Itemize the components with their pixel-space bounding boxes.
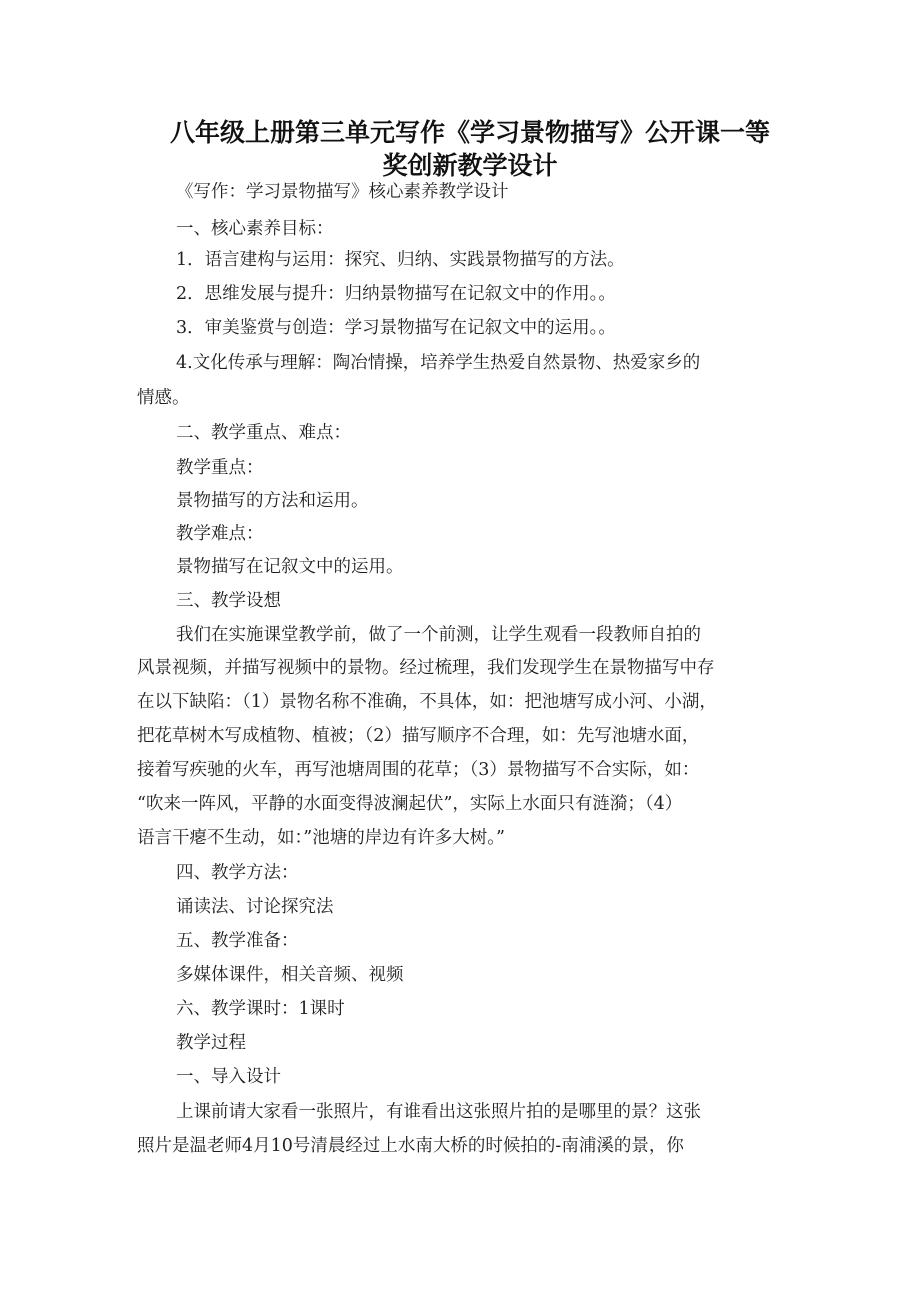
paragraph-line: 上课前请大家看一张照片，有谁看出这张照片拍的是哪里的景？这张 [176, 1102, 701, 1122]
paragraph-line: 照片是温老师4月10号清晨经过上水南大桥的时候拍的-南浦溪的景，你 [137, 1136, 684, 1156]
section-heading-hours: 六、教学课时：1课时 [176, 999, 345, 1019]
section-heading-methods: 四、教学方法： [176, 863, 299, 883]
section-heading-preparation: 五、教学准备： [176, 931, 299, 951]
document-subtitle: 《写作：学习景物描写》核心素养教学设计 [176, 182, 509, 202]
paragraph-line: 3．审美鉴赏与创造：学习景物描写在记叙文中的运用。。 [176, 318, 616, 338]
paragraph-line: 景物描写的方法和运用。 [176, 491, 369, 511]
paragraph-line: “吹来一阵风，平静的水面变得波澜起伏”，实际上水面只有涟漪；（4） [137, 794, 683, 814]
section-heading-design: 三、教学设想 [176, 591, 281, 611]
document-title-line-2: 奖创新教学设计 [382, 151, 558, 180]
section-heading-process: 教学过程 [176, 1033, 246, 1053]
paragraph-line: 教学难点： [176, 524, 264, 544]
paragraph-line: 景物描写在记叙文中的运用。 [176, 557, 404, 577]
section-heading-intro: 一、导入设计 [176, 1067, 281, 1087]
paragraph-line: 1．语言建构与运用：探究、归纳、实践景物描写的方法。 [176, 250, 625, 270]
paragraph-line: 2．思维发展与提升：归纳景物描写在记叙文中的作用。。 [176, 284, 616, 304]
paragraph-line: 4.文化传承与理解：陶冶情操，培养学生热爱自然景物、热爱家乡的 [176, 353, 701, 373]
section-heading-goals: 一、核心素养目标： [176, 219, 334, 239]
document-title-line-1: 八年级上册第三单元写作《学习景物描写》公开课一等 [169, 118, 770, 147]
paragraph-line: 语言干瘪不生动，如：”池塘的岸边有许多大树。” [137, 828, 505, 848]
paragraph-line: 情感。 [137, 388, 190, 408]
paragraph-line: 风景视频，并描写视频中的景物。经过梳理，我们发现学生在景物描写中存 [137, 658, 715, 678]
paragraph-line: 在以下缺陷：（1）景物名称不准确，不具体，如：把池塘写成小河、小湖， [137, 692, 717, 712]
paragraph-line: 多媒体课件，相关音频、视频 [176, 965, 404, 985]
paragraph-line: 把花草树木写成植物、植被；（2）描写顺序不合理，如：先写池塘水面， [137, 726, 700, 746]
paragraph-line: 诵读法、讨论探究法 [176, 897, 334, 917]
paragraph-line: 我们在实施课堂教学前，做了一个前测，让学生观看一段教师自拍的 [176, 625, 701, 645]
paragraph-line: 接着写疾驰的火车，再写池塘周围的花草；（3）景物描写不合实际，如： [137, 760, 700, 780]
paragraph-line: 教学重点： [176, 458, 264, 478]
section-heading-focus: 二、教学重点、难点： [176, 423, 351, 443]
